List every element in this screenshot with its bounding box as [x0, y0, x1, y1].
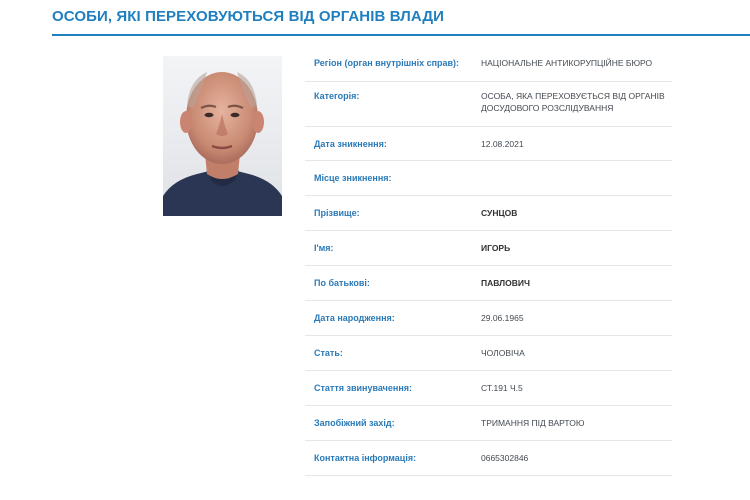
detail-row-charge-article: [305, 371, 672, 406]
detail-value: ИГОРЬ: [481, 243, 511, 253]
detail-row-category: [305, 82, 672, 127]
person-details: [305, 42, 672, 476]
detail-label: Стаття звинувачення:: [314, 383, 413, 393]
detail-row-patronymic: [305, 266, 672, 301]
person-photo-image: [163, 56, 282, 216]
detail-label: Запобіжний захід:: [314, 418, 395, 428]
detail-value: СУНЦОВ: [481, 208, 518, 218]
detail-row-disappearance-date: [305, 127, 672, 161]
detail-value: ТРИМАННЯ ПІД ВАРТОЮ: [481, 418, 585, 428]
detail-row-preventive-measure: [305, 406, 672, 441]
detail-value: ЧОЛОВІЧА: [481, 348, 525, 358]
detail-label: Дата народження:: [314, 313, 395, 323]
detail-row-surname: [305, 196, 672, 231]
detail-label: Категорія:: [314, 91, 360, 101]
detail-value: 0665302846: [481, 453, 529, 463]
detail-value: НАЦІОНАЛЬНЕ АНТИКОРУПЦІЙНЕ БЮРО: [481, 58, 653, 68]
detail-row-disappearance-place: [305, 161, 672, 196]
detail-label: Дата зникнення:: [314, 139, 387, 149]
page-header: [52, 0, 750, 36]
page-title: ОСОБИ, ЯКІ ПЕРЕХОВУЮТЬСЯ ВІД ОРГАНІВ ВЛАДИ: [52, 8, 445, 25]
detail-label: По батькові:: [314, 278, 370, 288]
detail-label: І'мя:: [314, 243, 334, 253]
detail-label: Контактна інформація:: [314, 453, 417, 463]
detail-row-birth-date: [305, 301, 672, 336]
detail-label: Регіон (орган внутрішніх справ):: [314, 58, 460, 68]
detail-value: ОСОБА, ЯКА ПЕРЕХОВУЄТЬСЯ ВІД ОРГАНІВ ДОСУДОВОГО РОЗСЛІДУВАННЯ: [481, 91, 665, 113]
detail-row-name: [305, 231, 672, 266]
person-photo: [163, 56, 282, 216]
detail-value: ПАВЛОВИЧ: [481, 278, 530, 288]
detail-value: 29.06.1965: [481, 313, 524, 323]
detail-value: СТ.191 Ч.5: [481, 383, 523, 393]
detail-value: 12.08.2021: [481, 139, 524, 149]
detail-row-contact-info: [305, 441, 672, 476]
detail-label: Місце зникнення:: [314, 173, 392, 183]
detail-row-sex: [305, 336, 672, 371]
detail-row-region: [305, 42, 672, 82]
detail-label: Стать:: [314, 348, 343, 358]
detail-label: Прізвище:: [314, 208, 360, 218]
